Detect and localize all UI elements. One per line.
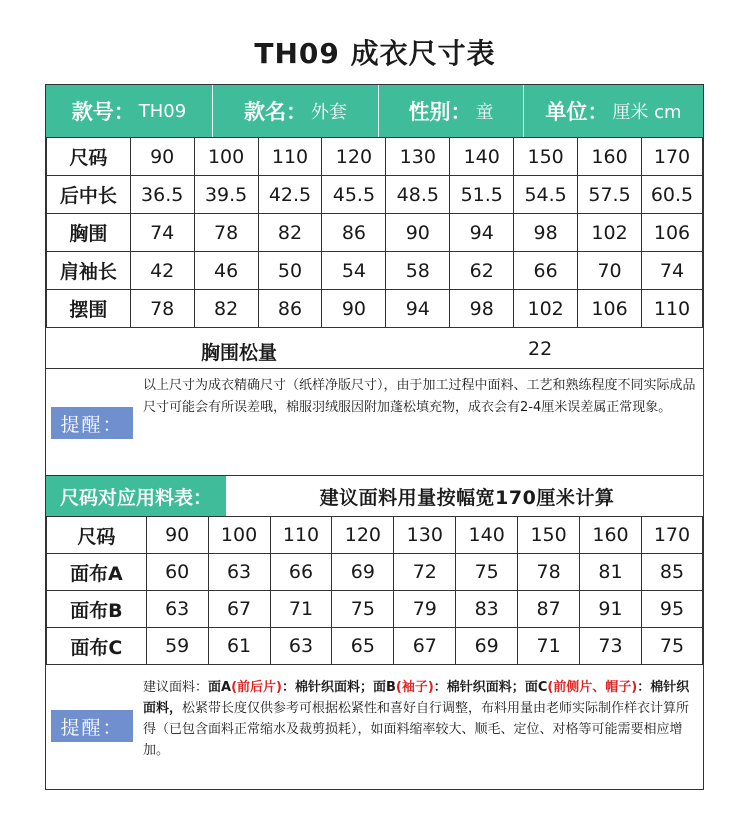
table-cell: 54.5 [514,176,578,214]
table-cell: 95 [641,591,702,628]
table-cell: 98 [514,214,578,252]
size-header-cell: 140 [456,517,518,554]
table-cell: 45.5 [322,176,386,214]
table-cell: 60.5 [641,176,702,214]
ease-value: 22 [528,338,553,360]
table-cell: 83 [456,591,518,628]
table-cell: 94 [450,214,514,252]
fabric-table [46,516,703,665]
info-header [46,85,703,137]
table-cell: 69 [456,628,518,665]
table-cell: 106 [641,214,702,252]
table-cell: 82 [194,290,258,328]
table-cell: 67 [394,628,456,665]
table-cell: 75 [332,591,394,628]
size-header-cell: 170 [641,138,702,176]
table-cell: 75 [456,554,518,591]
row-label: 肩袖长 [47,252,131,290]
size-header-label: 尺码 [47,517,147,554]
fabric-section-label: 尺码对应用料表： [46,476,226,516]
reminder-tag: 提醒： [51,407,133,439]
table-cell: 36.5 [130,176,194,214]
page-title: TH09 成衣尺寸表 [254,37,496,70]
table-row [47,214,703,252]
unit-cell: 单位： 厘米 cm [545,100,682,124]
size-header-cell: 150 [514,138,578,176]
table-cell: 98 [450,290,514,328]
table-cell: 72 [394,554,456,591]
style-no-cell: 款号： TH09 [46,85,213,137]
table-row [47,591,703,628]
size-header-cell: 100 [208,517,270,554]
row-label: 摆围 [47,290,131,328]
table-cell: 74 [641,252,702,290]
table-row [47,290,703,328]
table-cell: 65 [332,628,394,665]
fabric-reminder-tag: 提醒： [51,710,133,742]
table-cell: 94 [386,290,450,328]
table-cell: 58 [386,252,450,290]
table-cell: 66 [514,252,578,290]
size-header-cell: 110 [258,138,322,176]
table-row [47,628,703,665]
table-cell: 63 [208,554,270,591]
table-cell: 81 [580,554,642,591]
table-cell: 110 [641,290,702,328]
size-header-cell: 90 [130,138,194,176]
table-cell: 70 [578,252,642,290]
table-cell: 102 [514,290,578,328]
table-cell: 54 [322,252,386,290]
table-cell: 79 [394,591,456,628]
table-cell: 51.5 [450,176,514,214]
size-table [46,137,703,328]
table-cell: 90 [322,290,386,328]
table-cell: 85 [641,554,702,591]
table-cell: 71 [270,591,332,628]
table-cell: 39.5 [194,176,258,214]
table-cell: 63 [270,628,332,665]
table-cell: 46 [194,252,258,290]
size-header-cell: 140 [450,138,514,176]
table-cell: 48.5 [386,176,450,214]
size-header-cell: 160 [578,138,642,176]
table-row [47,252,703,290]
size-header-cell: 120 [322,138,386,176]
table-cell: 86 [322,214,386,252]
size-header-cell: 120 [332,517,394,554]
fabric-band [46,475,703,516]
size-header-cell: 90 [146,517,208,554]
style-name-cell: 款名： 外套 [213,85,379,137]
table-row [47,554,703,591]
table-cell: 78 [130,290,194,328]
table-cell: 42.5 [258,176,322,214]
table-cell: 90 [386,214,450,252]
table-cell: 73 [580,628,642,665]
table-cell: 60 [146,554,208,591]
size-header-cell: 130 [394,517,456,554]
reminder-note [46,369,703,474]
table-cell: 50 [258,252,322,290]
size-header-cell: 100 [194,138,258,176]
table-cell: 91 [580,591,642,628]
size-header-cell: 160 [580,517,642,554]
size-header-cell: 170 [641,517,702,554]
table-cell: 62 [450,252,514,290]
table-cell: 106 [578,290,642,328]
gender-cell: 性别： 童 [379,85,524,137]
table-cell: 86 [258,290,322,328]
row-label: 面布A [47,554,147,591]
ease-row [46,330,703,369]
table-cell: 69 [332,554,394,591]
size-header-cell: 150 [518,517,580,554]
size-header-cell: 130 [386,138,450,176]
reminder-text: 以上尺寸为成衣精确尺寸（纸样净版尺寸），由于加工过程中面料、工艺和熟练程度不同实际成品尺寸可能会有所误差哦，棉服羽绒服因附加蓬松填充物，成衣会有2-4厘米误差属正常现象。 [143,378,696,415]
table-cell: 74 [130,214,194,252]
size-header-row [47,138,703,176]
table-cell: 71 [518,628,580,665]
size-sheet [45,84,704,790]
table-cell: 61 [208,628,270,665]
table-cell: 67 [208,591,270,628]
row-label: 胸围 [47,214,131,252]
row-label: 面布B [47,591,147,628]
table-cell: 42 [130,252,194,290]
row-label: 后中长 [47,176,131,214]
table-cell: 57.5 [578,176,642,214]
row-label: 面布C [47,628,147,665]
table-cell: 75 [641,628,702,665]
table-cell: 59 [146,628,208,665]
table-cell: 102 [578,214,642,252]
size-header-label: 尺码 [47,138,131,176]
table-cell: 82 [258,214,322,252]
table-cell: 78 [194,214,258,252]
table-row [47,176,703,214]
size-header-cell: 110 [270,517,332,554]
fabric-reminder [46,667,703,789]
fabric-section-title: 建议面料用量按幅宽170厘米计算 [319,486,615,509]
table-cell: 66 [270,554,332,591]
table-cell: 78 [518,554,580,591]
fabric-reminder-text: 建议面料：面A(前后片)：棉针织面料；面B(袖子)：棉针织面料；面C(前侧片、帽子)：棉针织面料，松紧带长度仅供参考可根据松紧性和喜好自行调整，布料用量由老师实际制作样衣计算所得（已包含面料正常缩水及裁剪损耗），如面料缩率较大、顺毛、定位、对格等可能需要相应增加。 [143,680,690,758]
size-header-row [47,517,703,554]
table-cell: 87 [518,591,580,628]
table-cell: 63 [146,591,208,628]
ease-label: 胸围松量 [201,342,278,364]
